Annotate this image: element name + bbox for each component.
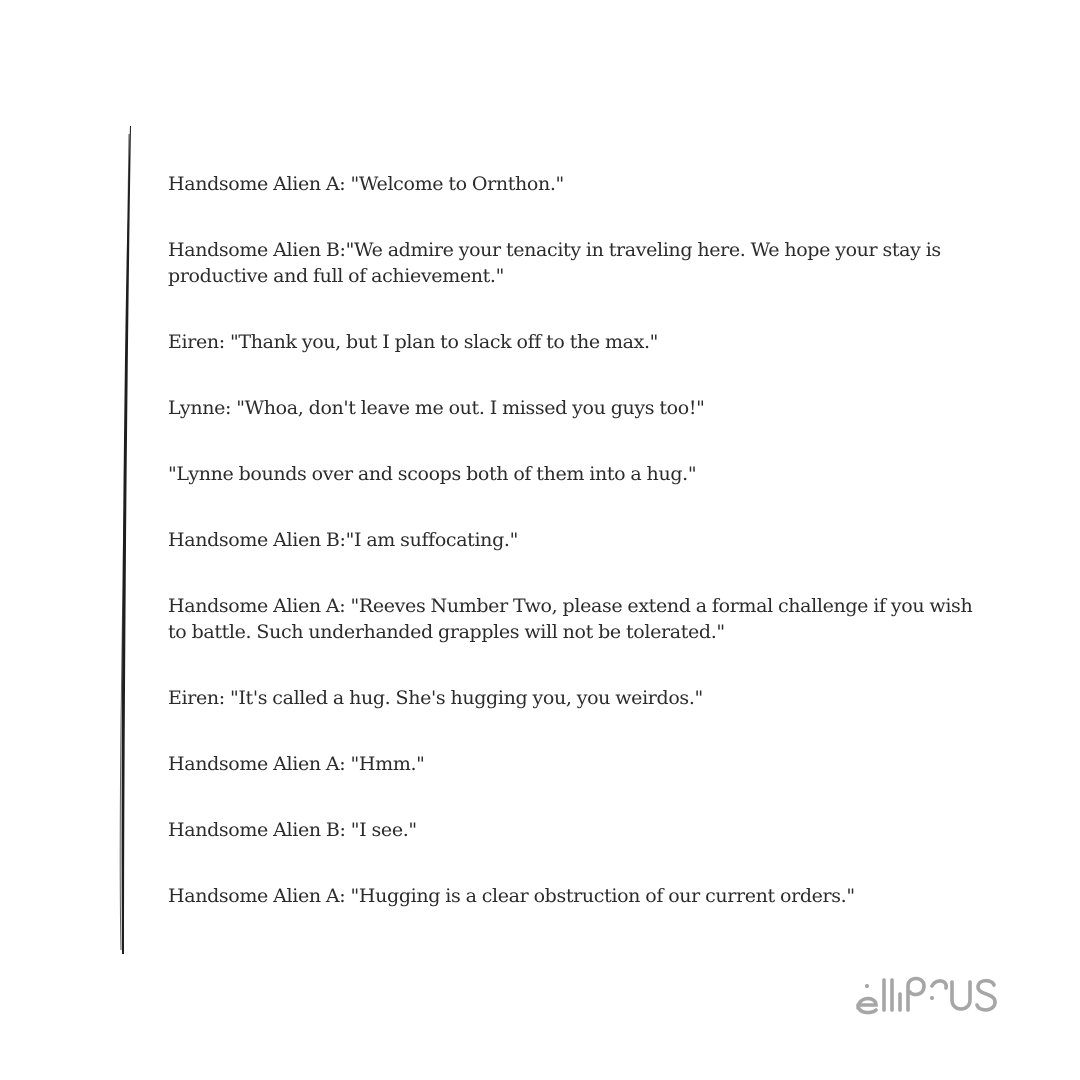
dialogue-line: "Lynne bounds over and scoops both of them into a hug.": [168, 463, 697, 485]
dialogue-line: Eiren: "It's called a hug. She's hugging you, you weirdos.": [168, 687, 703, 709]
dialogue-line: Handsome Alien B:"We admire your tenacity in traveling here. We hope your stay is productive and full of achievement.": [168, 239, 941, 287]
dialogue-line: Handsome Alien A: "Hugging is a clear obstruction of our current orders.": [168, 885, 855, 907]
dialogue-line: Handsome Alien A: "Hmm.": [168, 753, 425, 775]
dialogue-line: Handsome Alien B: "I see.": [168, 819, 417, 841]
dialogue-line: Lynne: "Whoa, don't leave me out. I missed you guys too!": [168, 397, 705, 419]
dialogue-line: Eiren: "Thank you, but I plan to slack off to the max.": [168, 331, 659, 353]
dialogue-line: Handsome Alien B:"I am suffocating.": [168, 529, 518, 551]
brush-stroke-divider: [112, 124, 136, 956]
dialogue-line: Handsome Alien A: "Welcome to Ornthon.": [168, 173, 564, 195]
dialogue-list: [168, 171, 988, 949]
ellipsus-logo: [848, 968, 1008, 1018]
dialogue-line: Handsome Alien A: "Reeves Number Two, please extend a formal challenge if you wish to battle. Such underhanded grapples will not be tolerated.": [168, 595, 973, 643]
